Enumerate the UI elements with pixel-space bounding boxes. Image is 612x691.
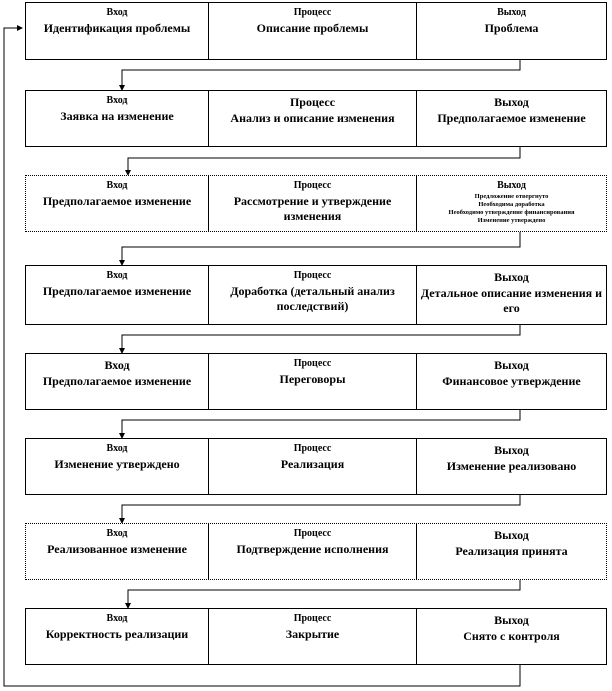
output-text: Проблема bbox=[484, 21, 539, 35]
stage-row-7 bbox=[25, 523, 607, 580]
output-decision-list bbox=[420, 193, 603, 225]
output-line: Изменение утверждено bbox=[477, 217, 546, 224]
output-text: Финансовое утверждение bbox=[442, 374, 581, 388]
input-text: Изменение утверждено bbox=[54, 457, 180, 471]
output-header: Выход bbox=[494, 358, 529, 372]
output-text: Изменение реализовано bbox=[446, 459, 577, 473]
process-text: Доработка (детальный анализ последствий) bbox=[230, 284, 395, 313]
output-text: Предполагаемое изменение bbox=[437, 111, 586, 125]
output-cell bbox=[417, 439, 606, 494]
input-header: Вход bbox=[106, 270, 128, 281]
output-header: Выход bbox=[494, 270, 529, 284]
input-cell bbox=[26, 266, 209, 324]
input-text: Предполагаемое изменение bbox=[42, 284, 192, 298]
input-text: Предполагаемое изменение bbox=[42, 374, 192, 388]
output-header: Выход bbox=[497, 180, 526, 191]
output-header: Выход bbox=[494, 95, 529, 109]
arrow-row7-to-row8 bbox=[128, 580, 520, 608]
process-text: Переговоры bbox=[279, 372, 346, 386]
process-text: Рассмотрение и утверждение изменения bbox=[233, 194, 392, 223]
input-text: Корректность реализации bbox=[45, 627, 189, 641]
input-cell bbox=[26, 91, 209, 146]
process-text: Реализация bbox=[280, 457, 345, 471]
input-header: Вход bbox=[106, 443, 128, 454]
process-header: Процесс bbox=[293, 7, 332, 18]
process-header: Процесс bbox=[293, 443, 332, 454]
arrow-row4-to-row5 bbox=[122, 325, 520, 353]
stage-row-2 bbox=[25, 90, 607, 147]
input-header: Вход bbox=[106, 180, 128, 191]
input-header: Вход bbox=[106, 95, 128, 106]
stage-row-3 bbox=[25, 175, 607, 232]
input-cell bbox=[26, 3, 209, 59]
process-header: Процесс bbox=[293, 613, 332, 624]
output-cell bbox=[417, 3, 606, 59]
output-cell bbox=[417, 609, 606, 664]
input-header: Вход bbox=[106, 7, 128, 18]
input-cell bbox=[26, 176, 209, 231]
stage-row-1 bbox=[25, 2, 607, 60]
output-text: Реализация принята bbox=[455, 544, 568, 558]
stage-row-6 bbox=[25, 438, 607, 495]
output-cell bbox=[417, 266, 606, 324]
process-cell bbox=[209, 91, 417, 146]
output-header: Выход bbox=[494, 613, 529, 627]
input-text: Заявка на изменение bbox=[60, 109, 174, 123]
process-header: Процесс bbox=[289, 95, 336, 109]
process-cell bbox=[209, 524, 417, 579]
output-text: Детальное описание изменения и его bbox=[420, 286, 603, 315]
input-cell bbox=[26, 354, 209, 409]
output-line: Предложение отвергнуто bbox=[474, 193, 549, 200]
stage-row-8 bbox=[25, 608, 607, 665]
output-header: Выход bbox=[497, 7, 526, 18]
output-cell bbox=[417, 176, 606, 231]
input-cell bbox=[26, 524, 209, 579]
output-header: Выход bbox=[494, 528, 529, 542]
arrow-row5-to-row6 bbox=[122, 410, 520, 438]
output-cell bbox=[417, 354, 606, 409]
output-line: Необходима доработка bbox=[478, 201, 545, 208]
process-header: Процесс bbox=[293, 358, 332, 369]
output-text: Снято с контроля bbox=[463, 629, 560, 643]
process-cell bbox=[209, 176, 417, 231]
process-text: Описание проблемы bbox=[256, 21, 369, 35]
arrow-row6-to-row7 bbox=[122, 495, 520, 523]
output-line: Необходимо утверждение финансирования bbox=[448, 209, 575, 216]
process-cell bbox=[209, 609, 417, 664]
arrow-row2-to-row3 bbox=[128, 147, 520, 175]
output-cell bbox=[417, 524, 606, 579]
process-header: Процесс bbox=[293, 270, 332, 281]
input-text: Идентификация проблемы bbox=[43, 21, 191, 35]
input-text: Реализованное изменение bbox=[47, 542, 187, 556]
arrow-row1-to-row2 bbox=[122, 60, 520, 90]
process-cell bbox=[209, 3, 417, 59]
input-header: Вход bbox=[104, 358, 130, 372]
input-cell bbox=[26, 439, 209, 494]
input-header: Вход bbox=[106, 528, 128, 539]
process-text: Закрытие bbox=[285, 627, 340, 641]
process-cell bbox=[209, 266, 417, 324]
input-cell bbox=[26, 609, 209, 664]
stage-row-5 bbox=[25, 353, 607, 410]
process-text: Анализ и описание изменения bbox=[230, 111, 395, 125]
input-text: Предполагаемое изменение bbox=[42, 194, 192, 208]
process-cell bbox=[209, 354, 417, 409]
output-cell bbox=[417, 91, 606, 146]
input-header: Вход bbox=[106, 613, 128, 624]
output-header: Выход bbox=[494, 443, 529, 457]
stage-row-4 bbox=[25, 265, 607, 325]
process-cell bbox=[209, 439, 417, 494]
process-header: Процесс bbox=[293, 528, 332, 539]
process-header: Процесс bbox=[293, 180, 332, 191]
arrow-row3-to-row4 bbox=[122, 232, 520, 265]
process-text: Подтверждение исполнения bbox=[236, 542, 389, 556]
